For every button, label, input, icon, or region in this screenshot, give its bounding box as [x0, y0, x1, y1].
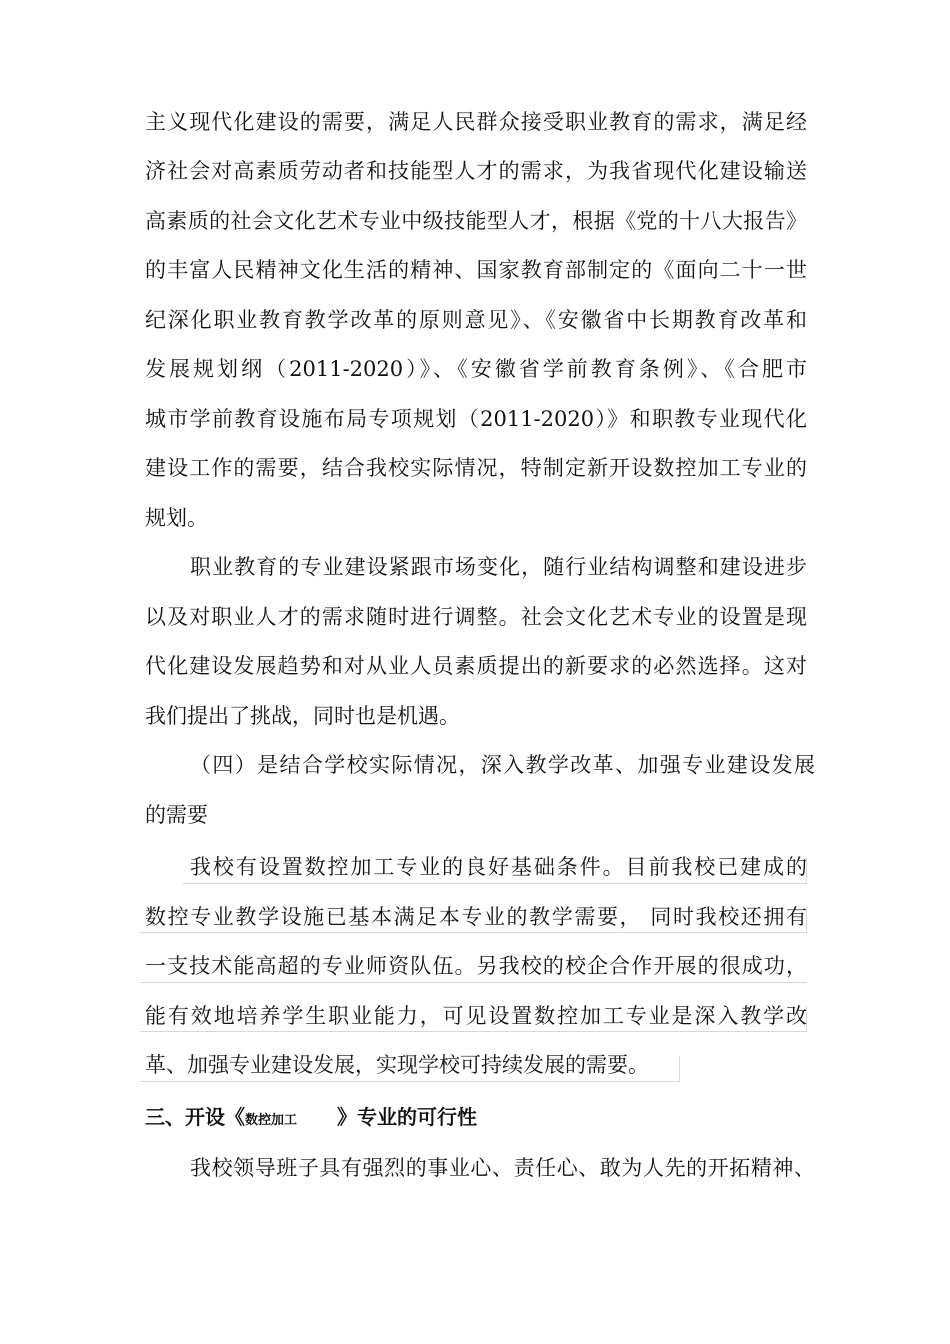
body-text-line: 我校领导班子具有强烈的事业心、责任心、敢为人先的开拓精神、: [190, 1156, 815, 1180]
text-box-border: [140, 1081, 680, 1082]
body-text-line: 济社会对高素质劳动者和技能型人才的需求，为我省现代化建设输送: [145, 159, 807, 183]
body-text-line: 能有效地培养学生职业能力，可见设置数控加工专业是深入教学改: [145, 1004, 807, 1028]
body-text-line: 以及对职业人才的需求随时进行调整。社会文化艺术专业的设置是现: [145, 605, 807, 629]
body-text-line: 革、加强专业建设发展，实现学校可持续发展的需要。: [145, 1053, 649, 1077]
text-box-border: [140, 982, 807, 983]
heading-prefix: 三、开设《: [145, 1105, 245, 1129]
body-text-line: 数控专业教学设施已基本满足本专业的教学需要， 同时我校还拥有: [145, 905, 807, 929]
body-text-line: 发展规划纲（2011-2020）》、《安徽省学前教育条例》、《合肥市: [145, 357, 807, 381]
body-text-line: 纪深化职业教育教学改革的原则意见》、《安徽省中长期教育改革和: [145, 308, 807, 332]
body-text-line: 的丰富人民精神文化生活的精神、国家教育部制定的《面向二十一世: [145, 258, 807, 282]
body-text-line: 高素质的社会文化艺术专业中级技能型人才，根据《党的十八大报告》: [145, 209, 807, 233]
heading-suffix: 》专业的可行性: [337, 1105, 478, 1129]
body-text-line: 建设工作的需要，结合我校实际情况，特制定新开设数控加工专业的: [145, 456, 807, 480]
subheading-line: 的需要: [145, 803, 208, 827]
body-text-line: 我们提出了挑战，同时也是机遇。: [145, 704, 460, 728]
heading-field: 数控加工: [245, 1113, 298, 1128]
body-text-line: 我校有设置数控加工专业的良好基础条件。目前我校已建成的: [190, 855, 807, 879]
body-text-line: 城市学前教育设施布局专项规划（2011-2020）》和职教专业现代化: [145, 407, 807, 431]
text-box-border: [183, 883, 807, 884]
text-box-border: [140, 1031, 807, 1032]
body-text-line: 规划。: [145, 506, 208, 530]
body-text-line: 主义现代化建设的需要，满足人民群众接受职业教育的需求，满足经: [145, 110, 807, 134]
text-box-border: [140, 932, 807, 933]
body-text-line: 一支技术能高超的专业师资队伍。另我校的校企合作开展的很成功，: [145, 954, 807, 978]
body-text-line: 职业教育的专业建设紧跟市场变化，随行业结构调整和建设进步: [190, 555, 807, 579]
section-heading: [145, 1102, 477, 1136]
subheading-line: （四）是结合学校实际情况，深入教学改革、加强专业建设发展: [190, 753, 815, 777]
body-text-line: 代化建设发展趋势和对从业人员素质提出的新要求的必然选择。这对: [145, 654, 807, 678]
